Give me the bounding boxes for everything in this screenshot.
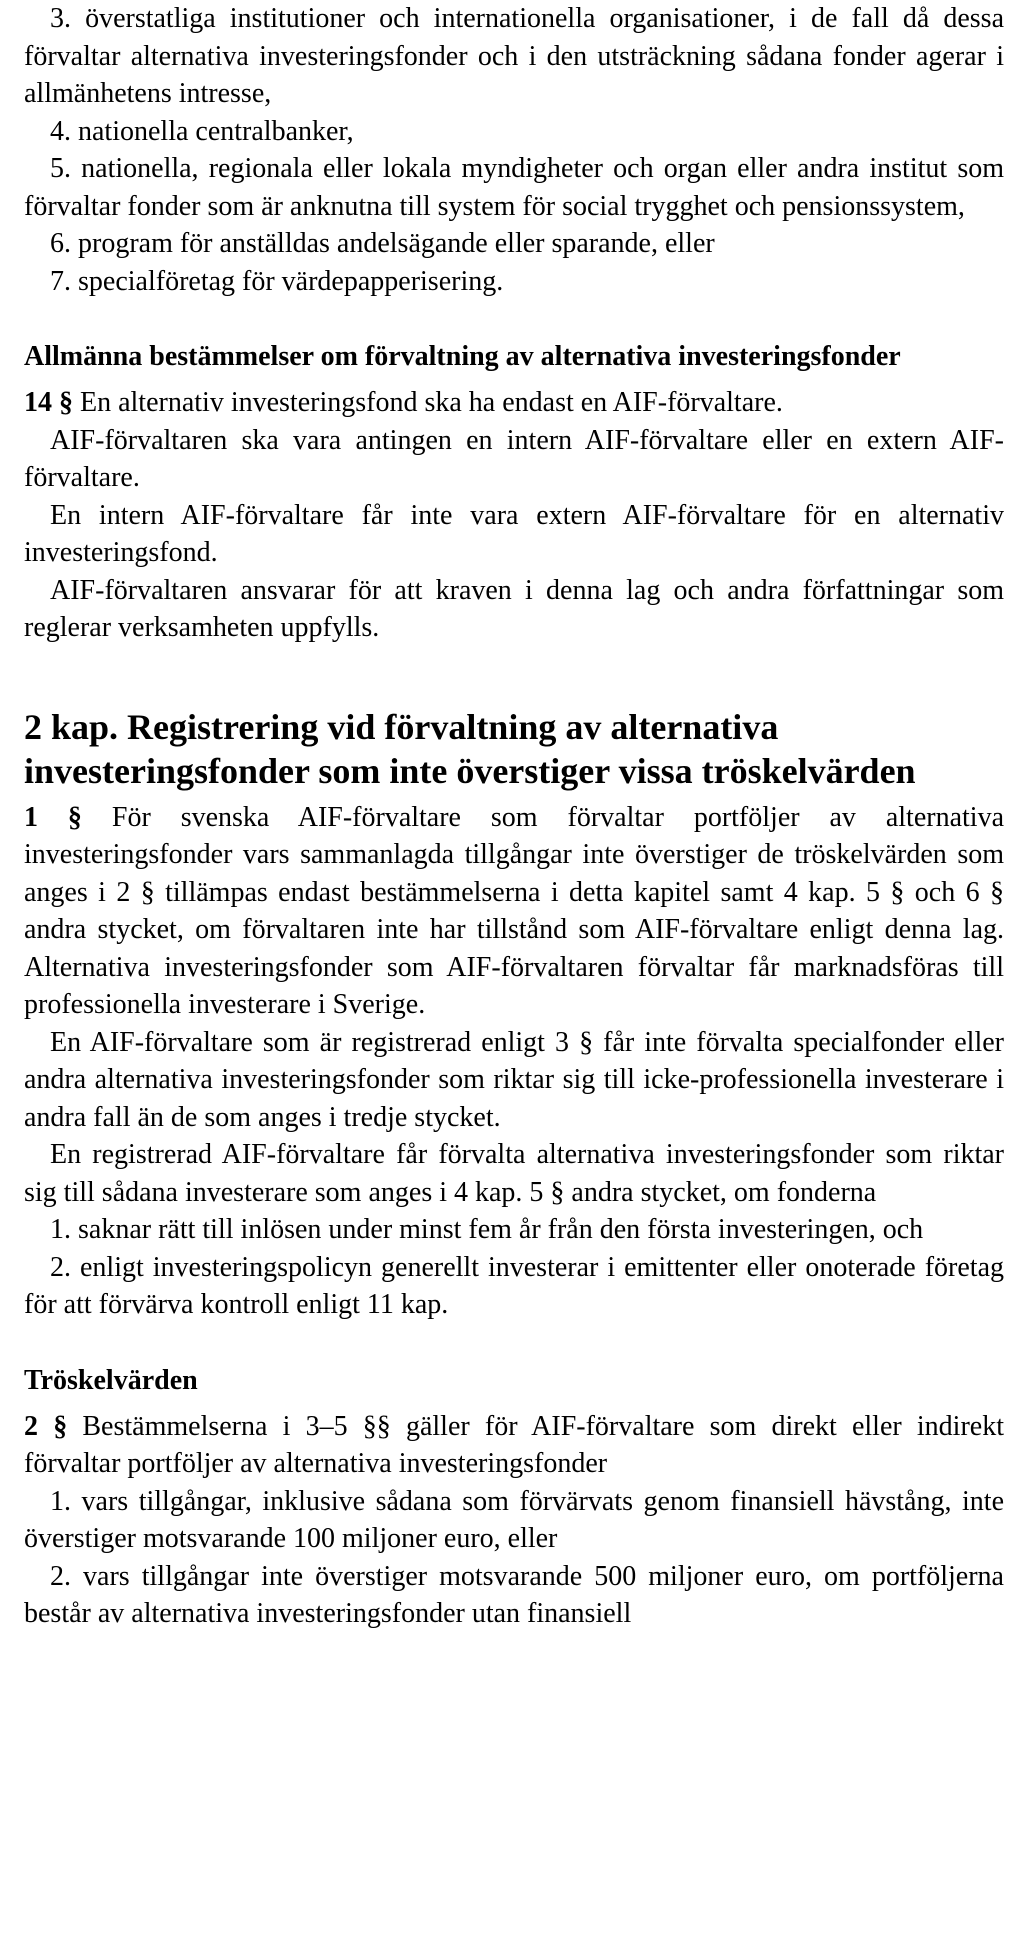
list-item: 4. nationella centralbanker,: [50, 115, 354, 147]
chapter-heading: 2 kap. Registrering vid förvaltning av alternativa investeringsfonder som inte överstiger vissa tröskelvärden: [24, 706, 916, 791]
section-heading-general: Allmänna bestämmelser om förvaltning av alternativa investeringsfonder: [24, 341, 901, 372]
section-text: För svenska AIF-förvaltare som förvaltar portföljer av alternativa investeringsfonder vars sammanlagda tillgångar inte överstiger de tröskelvärden som anges i 2 § tillämpas endast bestämmelserna i detta kapitel samt 4 kap. 5 § och 6 § andra stycket, om förvaltaren inte har tillstånd som AIF-förvaltare enligt denna lag. Alternativa investeringsfonder som AIF-förvaltaren förvaltar får marknadsföras till professionella investerare i Sverige.: [24, 801, 1005, 1020]
document-page: [24, 0, 1004, 1633]
section-text: Bestämmelserna i 3–5 §§ gäller för AIF-förvaltare som direkt eller indirekt förvaltar portföljer av alternativa investeringsfonder: [24, 1410, 1004, 1479]
section-2-lead: [24, 1408, 1004, 1483]
list-item: 3. överstatliga institutioner och internationella organisationer, i de fall då dessa förvaltar alternativa investeringsfonder och i den utsträckning sådana fonder agerar i allmänhetens intresse,: [24, 3, 1004, 109]
list-item: 2. enligt investeringspolicyn generellt investerar i emittenter eller onoterade företag för att förvärva kontroll enligt 11 kap.: [24, 1251, 1004, 1320]
list-item: 1. vars tillgångar, inklusive sådana som förvärvats genom finansiell hävstång, inte överstiger motsvarande 100 miljoner euro, eller: [24, 1485, 1004, 1554]
section-14-lead: [24, 384, 1004, 422]
paragraph: AIF-förvaltaren ska vara antingen en intern AIF-förvaltare eller en extern AIF-förvaltare.: [24, 424, 1004, 493]
paragraph: En intern AIF-förvaltare får inte vara extern AIF-förvaltare för en alternativ investeringsfond.: [24, 499, 1004, 568]
section-1-lead: [24, 799, 1004, 1024]
paragraph: AIF-förvaltaren ansvarar för att kraven i denna lag och andra författningar som reglerar verksamheten uppfylls.: [24, 574, 1004, 643]
list-item: 5. nationella, regionala eller lokala myndigheter och organ eller andra institut som förvaltar fonder som är anknutna till system för social trygghet och pensionssystem,: [24, 153, 1004, 222]
section-number: 2 §: [24, 1410, 68, 1442]
paragraph: En AIF-förvaltare som är registrerad enligt 3 § får inte förvalta specialfonder eller andra alternativa investeringsfonder som riktar sig till icke-professionella investerare i andra fall än de som anges i tredje stycket.: [24, 1026, 1004, 1133]
list-item: 7. specialföretag för värdepapperisering.: [50, 265, 504, 297]
section-heading-thresholds: Tröskelvärden: [24, 1364, 198, 1396]
section-text: En alternativ investeringsfond ska ha endast en AIF-förvaltare.: [73, 387, 783, 418]
list-item: 1. saknar rätt till inlösen under minst fem år från den första investeringen, och: [50, 1214, 924, 1245]
section-number: 1 §: [24, 801, 82, 833]
list-item: 2. vars tillgångar inte överstiger motsvarande 500 miljoner euro, om portföljerna består av alternativa investeringsfonder utan finansiell: [24, 1560, 1004, 1629]
paragraph: En registrerad AIF-förvaltare får förvalta alternativa investeringsfonder som riktar sig till sådana investerare som anges i 4 kap. 5 § andra stycket, om fonderna: [24, 1139, 1004, 1208]
section-number: 14 §: [24, 387, 73, 418]
list-item: 6. program för anställdas andelsägande eller sparande, eller: [50, 228, 715, 259]
